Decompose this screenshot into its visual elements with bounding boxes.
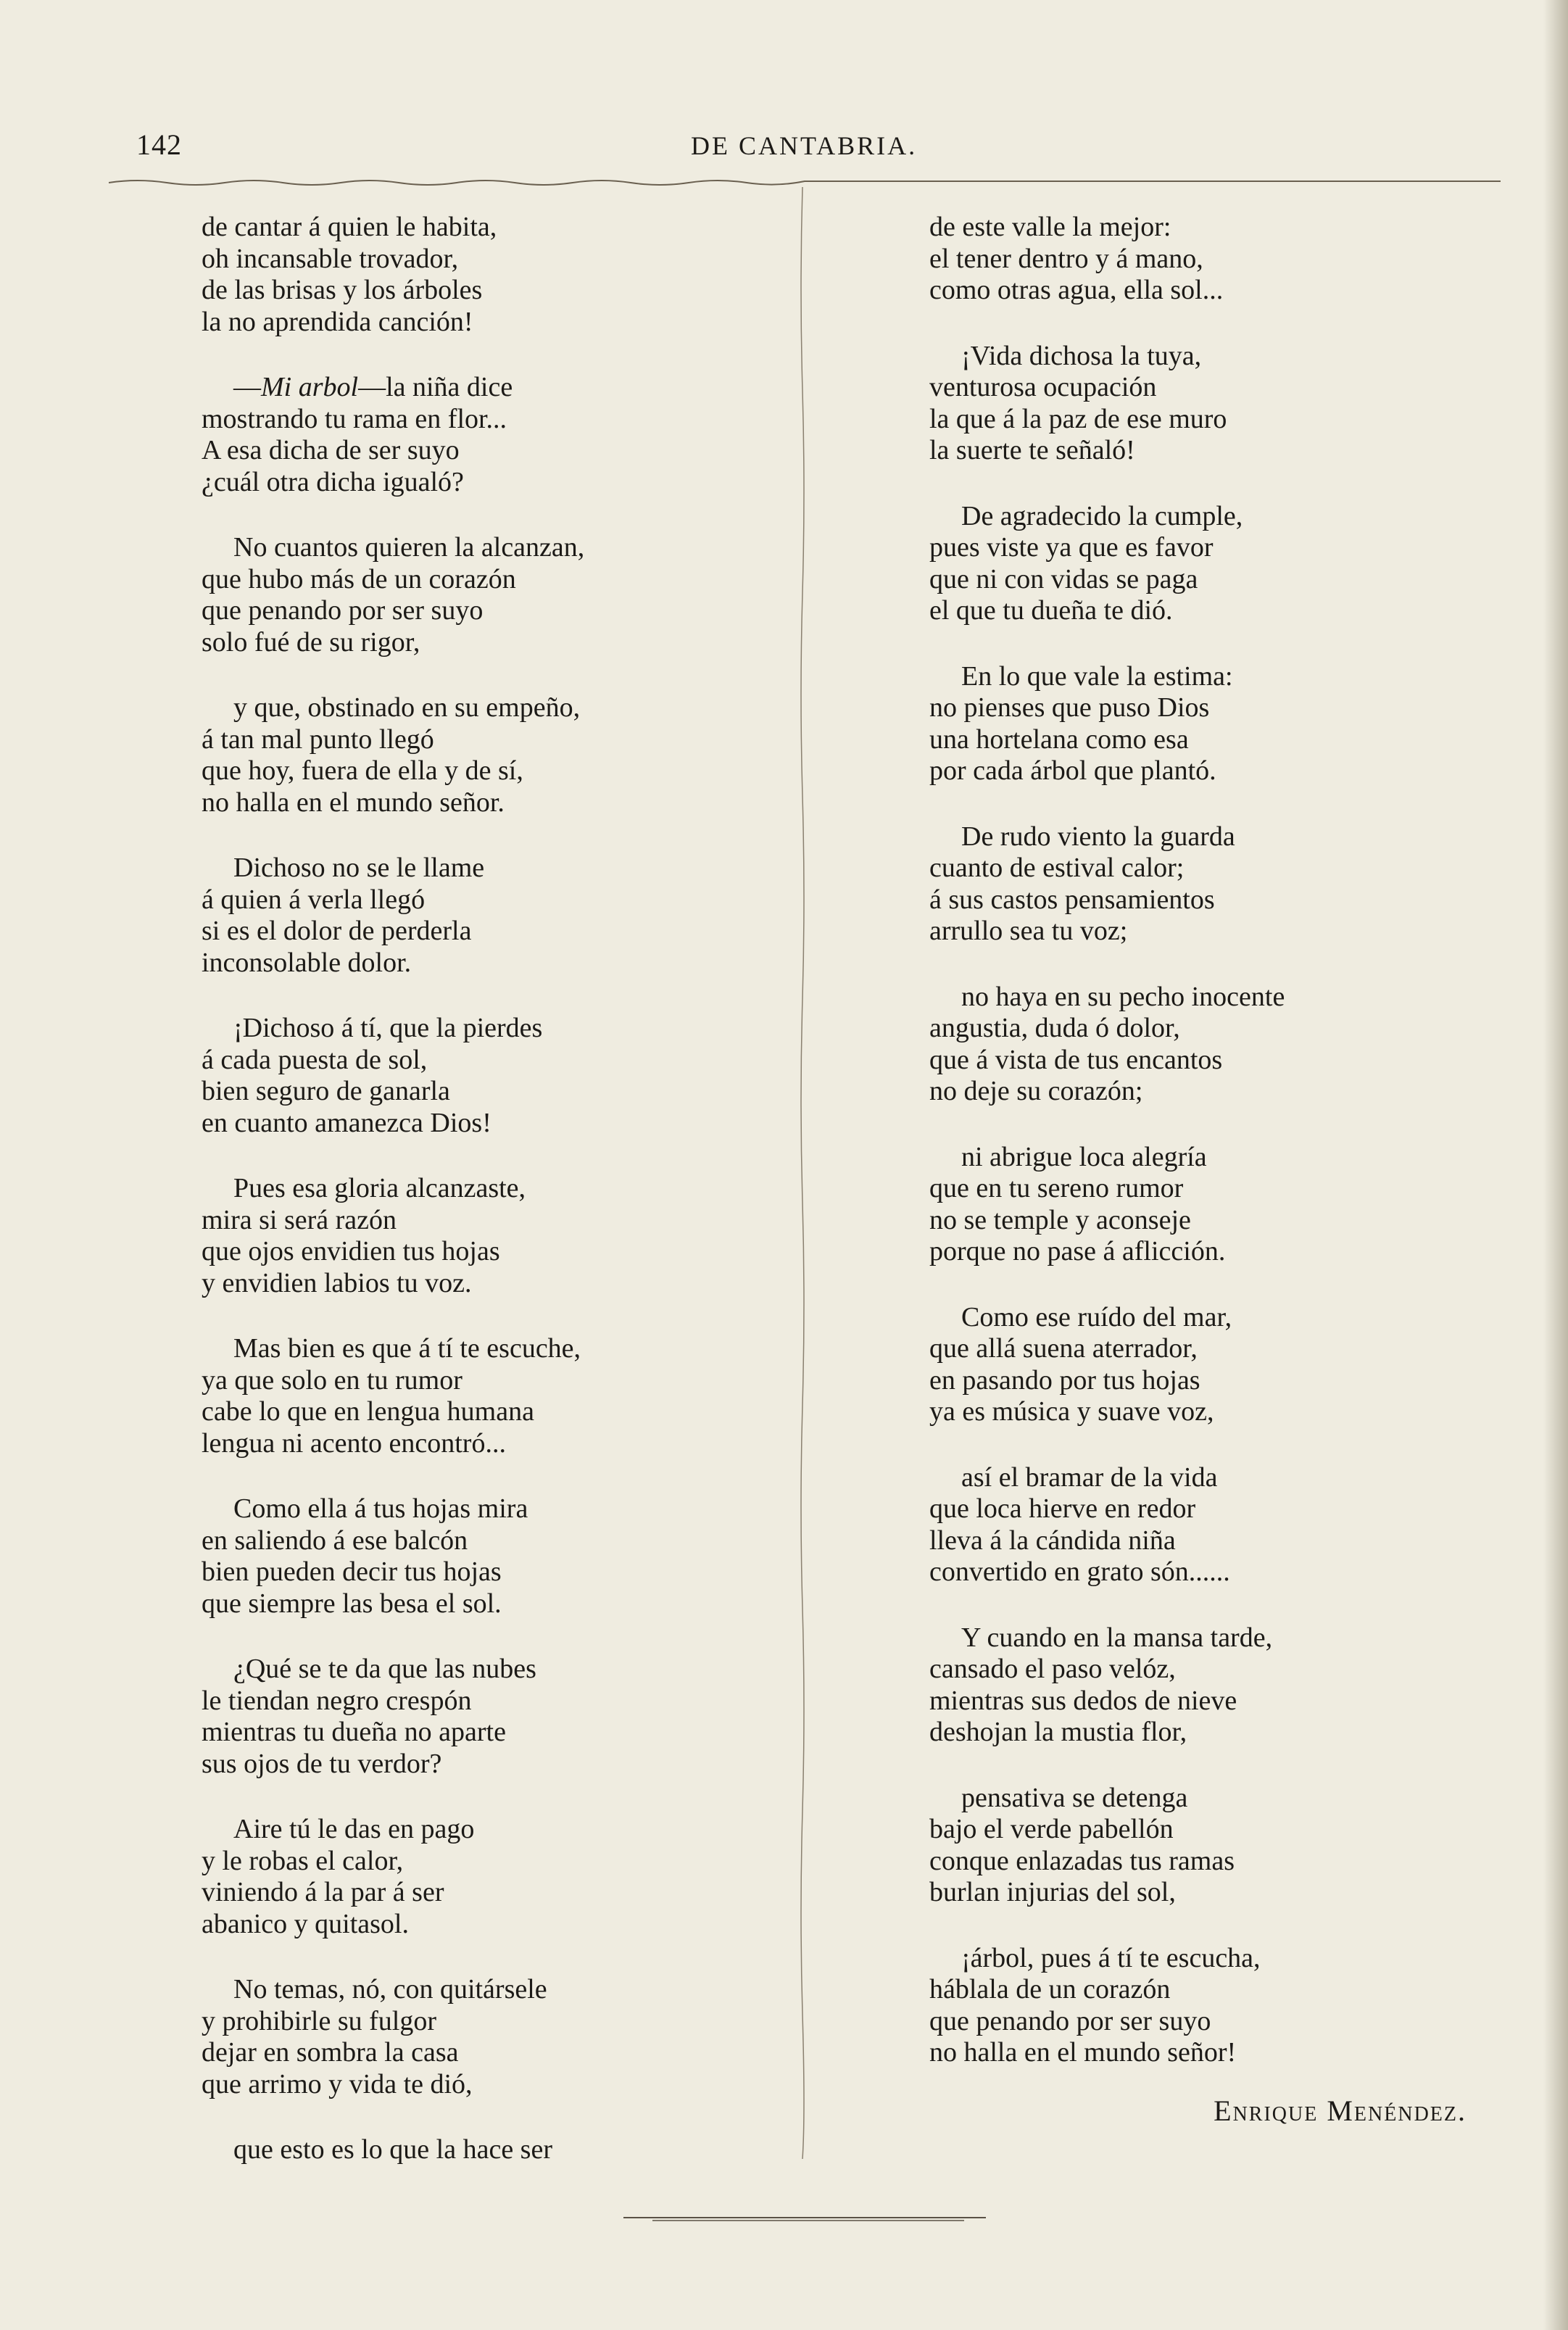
verse-line: que ni con vidas se paga [929,563,1198,594]
verse-line: deshojan la mustia flor, [929,1717,1187,1747]
verse-line: que loca hierve en redor [929,1493,1196,1524]
verse-line: como otras agua, ella sol... [929,275,1224,305]
verse-line: á cada puesta de sol, [202,1044,428,1075]
verse-line: burlan injurias del sol, [929,1877,1176,1907]
verse-line [202,372,796,404]
stanza [929,1783,1524,1909]
verse-line: oh incansable trovador, [202,243,459,274]
stanza [202,1654,796,1780]
stanza [202,1333,796,1459]
stanza [202,1814,796,1940]
verse-text: —la niña dice [358,372,513,402]
column-divider [797,187,808,2159]
stanza [202,2134,796,2166]
verse-line: que esto es lo que la hace ser [233,2134,552,2165]
verse-line: de las brisas y los árboles [202,275,483,305]
verse-line: por cada árbol que plantó. [929,755,1216,786]
stanza [202,692,796,818]
verse-line: lleva á la cándida niña [929,1525,1176,1556]
verse-line: que allá suena aterrador, [929,1333,1198,1364]
verse-line: que siempre las besa el sol. [202,1588,502,1619]
verse-line: que en tu sereno rumor [929,1173,1184,1203]
verse-line: inconsolable dolor. [202,947,412,978]
verse-line: ya es música y suave voz, [929,1396,1214,1427]
verse-line: viniendo á la par á ser [202,1877,444,1907]
verse-line: de este valle la mejor: [929,212,1171,242]
poem-right-column [929,212,1524,2103]
stanza [929,1302,1524,1428]
verse-line: que ojos envidien tus hojas [202,1236,500,1266]
verse-line: No temas, nó, con quitársele [233,1974,547,2004]
stanza [929,341,1524,467]
stanza [929,212,1524,307]
verse-line: abanico y quitasol. [202,1908,409,1939]
verse-line: y que, obstinado en su empeño, [233,692,581,723]
verse-line: sus ojos de tu verdor? [202,1748,442,1779]
stanza [929,1943,1524,2069]
verse-line: el tener dentro y á mano, [929,243,1203,274]
verse-line: dejar en sombra la casa [202,2037,459,2068]
verse-line: no halla en el mundo señor! [929,2037,1237,2068]
verse-line: Como ese ruído del mar, [961,1301,1232,1332]
stanza [929,1142,1524,1268]
stanza [202,1974,796,2100]
verse-line: lengua ni acento encontró... [202,1427,506,1459]
verse-line: no pienses que puso Dios [929,692,1210,723]
verse-line: le tiendan negro crespón [202,1685,472,1716]
verse-line: si es el dolor de perderla [202,916,472,946]
verse-line: arrullo sea tu voz; [929,916,1128,946]
verse-line: á sus castos pensamientos [929,884,1215,915]
poem-left-column [202,212,796,2200]
verse-line: Aire tú le das en pago [233,1814,475,1844]
verse-line: cansado el paso velóz, [929,1654,1176,1684]
verse-line: bien seguro de ganarla [202,1076,450,1106]
verse-line: ¿cuál otra dicha igualó? [202,466,464,497]
stanza [929,1622,1524,1749]
verse-line: y le robas el calor, [202,1845,404,1876]
verse-line: la no aprendida canción! [202,306,473,337]
stanza [929,1462,1524,1588]
verse-line: mostrando tu rama en flor... [202,403,507,434]
verse-line: ¡Vida dichosa la tuya, [961,340,1202,371]
author-signature: Enrique Menéndez. [1214,2094,1467,2127]
verse-line: y prohibirle su fulgor [202,2005,437,2036]
verse-line: No cuantos quieren la alcanzan, [233,532,585,563]
verse-line: así el bramar de la vida [961,1462,1218,1493]
stanza [929,501,1524,627]
verse-line: Como ella á tus hojas mira [233,1493,528,1524]
page-header [0,128,1568,171]
verse-line: De agradecido la cumple, [961,500,1243,531]
stanza [202,1173,796,1299]
stanza [202,532,796,658]
verse-line: Y cuando en la mansa tarde, [961,1622,1273,1653]
dash-text: — [233,372,261,402]
verse-line: el que tu dueña te dió. [929,595,1173,626]
verse-line: porque no pase á aflicción. [929,1236,1226,1266]
page-edge-shadow [1543,0,1568,2330]
verse-line: ya que solo en tu rumor [202,1364,462,1396]
verse-line: en saliendo á ese balcón [202,1525,468,1556]
verse-line: De rudo viento la guarda [961,821,1235,852]
verse-line: cuanto de estival calor; [929,853,1185,883]
emphasized-text: Mi arbol [261,372,359,402]
verse-line: Dichoso no se le llame [233,853,485,883]
verse-line: que penando por ser suyo [202,595,484,626]
verse-line: á quien á verla llegó [202,884,426,915]
verse-line: cabe lo que en lengua humana [202,1396,534,1427]
verse-line: pensativa se detenga [961,1782,1188,1813]
verse-line: háblala de un corazón [929,1974,1171,2004]
verse-line: de cantar á quien le habita, [202,212,497,242]
stanza [202,212,796,338]
verse-line: y envidien labios tu voz. [202,1267,472,1298]
verse-line: mira si será razón [202,1204,397,1235]
stanza [929,821,1524,948]
verse-line: convertido en grato són...... [929,1556,1230,1587]
verse-line: ni abrigue loca alegría [961,1141,1207,1172]
verse-line: ¡Dichoso á tí, que la pierdes [233,1013,543,1043]
stanza [202,1013,796,1139]
verse-line: que hubo más de un corazón [202,563,516,594]
bottom-rule [623,2215,986,2223]
verse-line: á tan mal punto llegó [202,724,434,755]
header-rule [109,177,1501,186]
verse-line: ¡árbol, pues á tí te escucha, [961,1942,1261,1973]
stanza [202,853,796,979]
verse-line: la que á la paz de ese muro [929,403,1227,434]
verse-line: en pasando por tus hojas [929,1364,1200,1396]
stanza [202,372,796,498]
verse-line: en cuanto amanezca Dios! [202,1107,491,1138]
verse-line: no haya en su pecho inocente [961,981,1285,1012]
verse-line: Pues esa gloria alcanzaste, [233,1173,526,1203]
verse-line: que á vista de tus encantos [929,1044,1223,1075]
verse-line: bien pueden decir tus hojas [202,1556,502,1587]
verse-line: venturosa ocupación [929,372,1157,402]
stanza [929,982,1524,1108]
stanza [202,1493,796,1620]
verse-line: Mas bien es que á tí te escuche, [233,1333,581,1364]
verse-line: una hortelana como esa [929,724,1189,755]
verse-line: no halla en el mundo señor. [202,787,505,818]
verse-line: no deje su corazón; [929,1076,1143,1106]
verse-line: ¿Qué se te da que las nubes [233,1654,536,1684]
verse-line: En lo que vale la estima: [961,660,1233,692]
stanza [929,661,1524,787]
verse-line: angustia, duda ó dolor, [929,1013,1180,1043]
verse-line: que penando por ser suyo [929,2005,1211,2036]
verse-line: que hoy, fuera de ella y de sí, [202,755,523,786]
verse-line: conque enlazadas tus ramas [929,1845,1235,1876]
verse-line: solo fué de su rigor, [202,626,420,658]
verse-line: bajo el verde pabellón [929,1814,1174,1844]
running-title: DE CANTABRIA. [691,131,918,160]
verse-line: mientras sus dedos de nieve [929,1685,1237,1716]
verse-line: no se temple y aconseje [929,1204,1191,1235]
page-number: 142 [136,128,182,161]
verse-line: la suerte te señaló! [929,435,1135,465]
verse-line: mientras tu dueña no aparte [202,1717,506,1747]
verse-line: pues viste ya que es favor [929,532,1214,563]
verse-line: que arrimo y vida te dió, [202,2068,473,2099]
verse-line: A esa dicha de ser suyo [202,435,460,465]
